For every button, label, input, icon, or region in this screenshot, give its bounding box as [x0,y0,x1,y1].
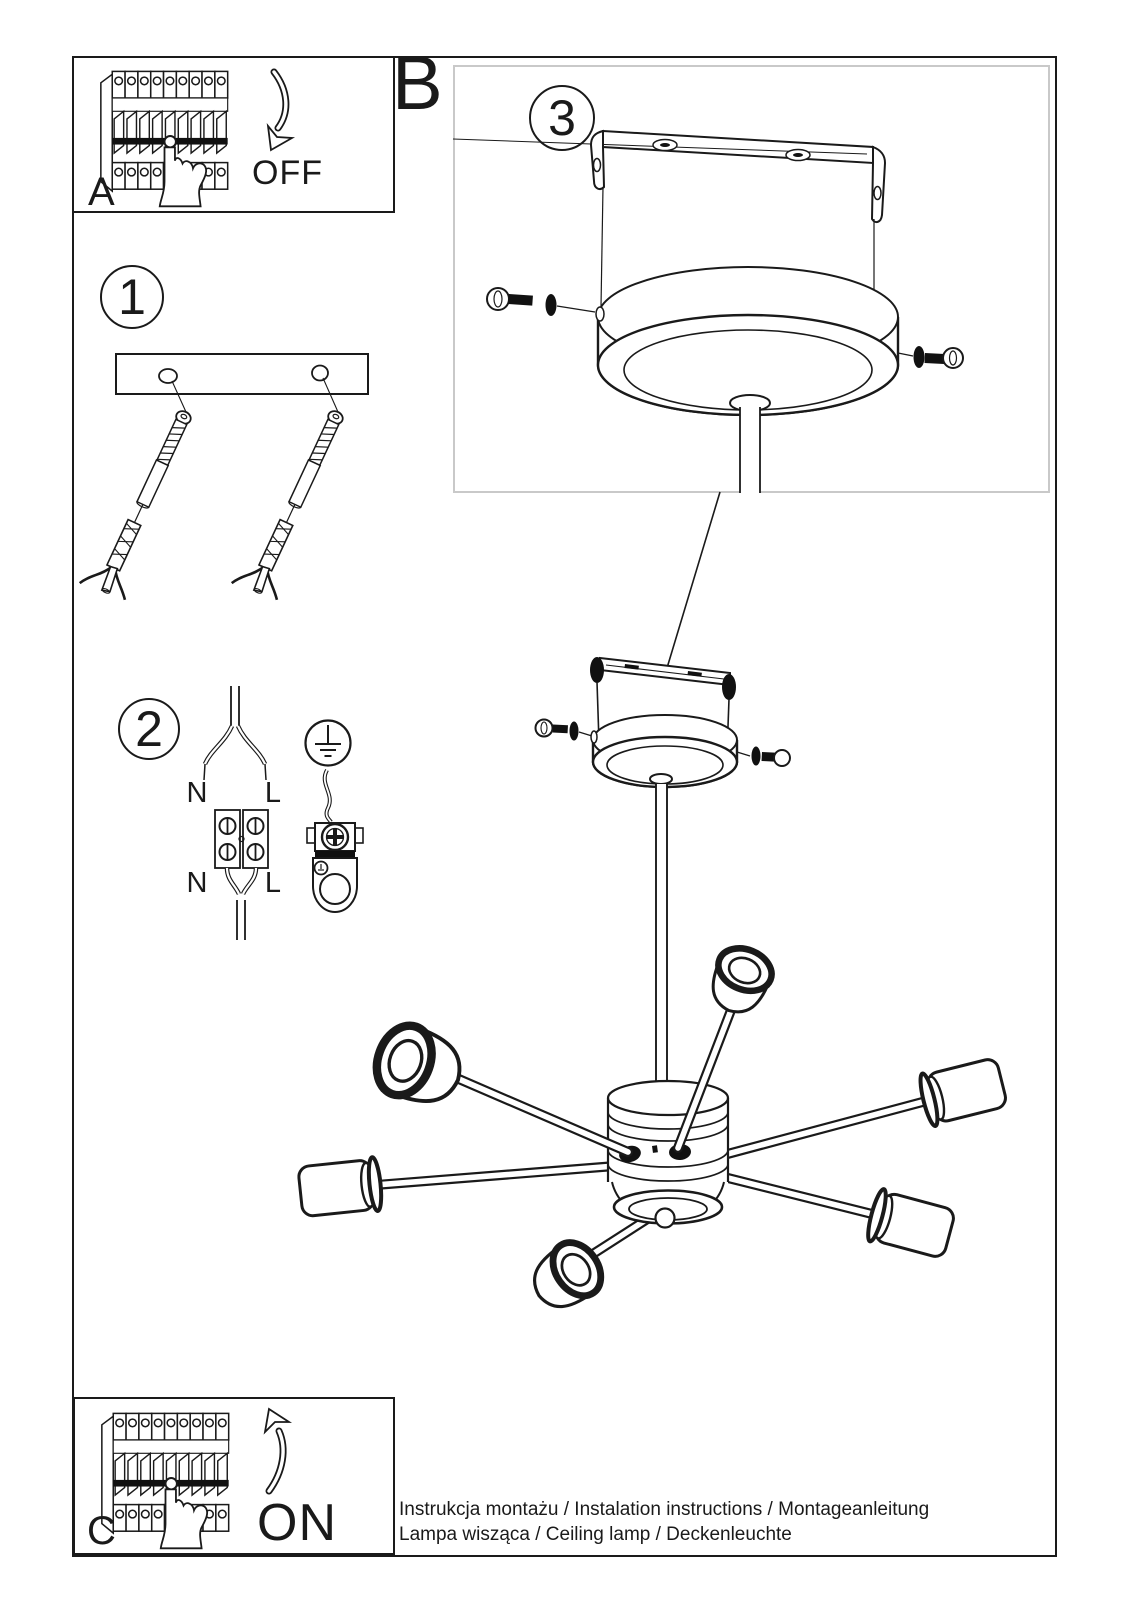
panel-b-letter: B [392,41,443,126]
screw-left-icon [536,720,598,744]
footer-title-line: Instrukcja montażu / Instalation instructions / Montageanleitung [399,1499,930,1520]
step-1-number [100,265,164,329]
power-off-illustration [74,58,393,211]
panel-c-action-label: ON [257,1494,337,1552]
step-2-number [118,698,180,760]
ceiling-lamp-exploded-view [280,488,1040,1333]
leader-line [667,492,720,668]
label-neutral-bottom: N [186,867,208,899]
screw-right-icon [898,346,963,368]
finial-ball-icon [656,1209,675,1228]
step-1-digit: 1 [118,269,146,325]
arrow-down-icon [268,72,292,150]
step-3-digit: 3 [548,90,576,146]
canopy-icon [593,715,737,787]
supply-cable-icon [204,686,266,780]
mounting-bracket-canopy-illustration [453,65,1050,493]
label-live-top: L [264,777,282,809]
label-live-bottom: L [264,867,282,899]
mounting-strip-icon [116,354,368,394]
screw-right-icon [737,747,790,767]
label-neutral-top: N [186,777,208,809]
power-on-illustration [75,1399,393,1553]
arrow-up-icon [265,1409,289,1491]
step-2-digit: 2 [135,701,163,757]
screw-left-icon [487,288,604,321]
panel-a-letter: A [88,170,115,214]
panel-c-letter: C [87,1509,116,1553]
terminal-block-icon [215,810,268,868]
lamp-cable-icon [227,868,256,940]
ceiling-canopy-icon [598,267,898,493]
footer-product-line: Lampa wisząca / Ceiling lamp / Deckenleuchte [399,1523,792,1545]
panel-a-action-label: OFF [252,154,323,192]
hanging-rod-icon [656,784,667,1096]
panel-c-power-on [73,1397,395,1555]
panel-a-power-off [72,56,395,213]
